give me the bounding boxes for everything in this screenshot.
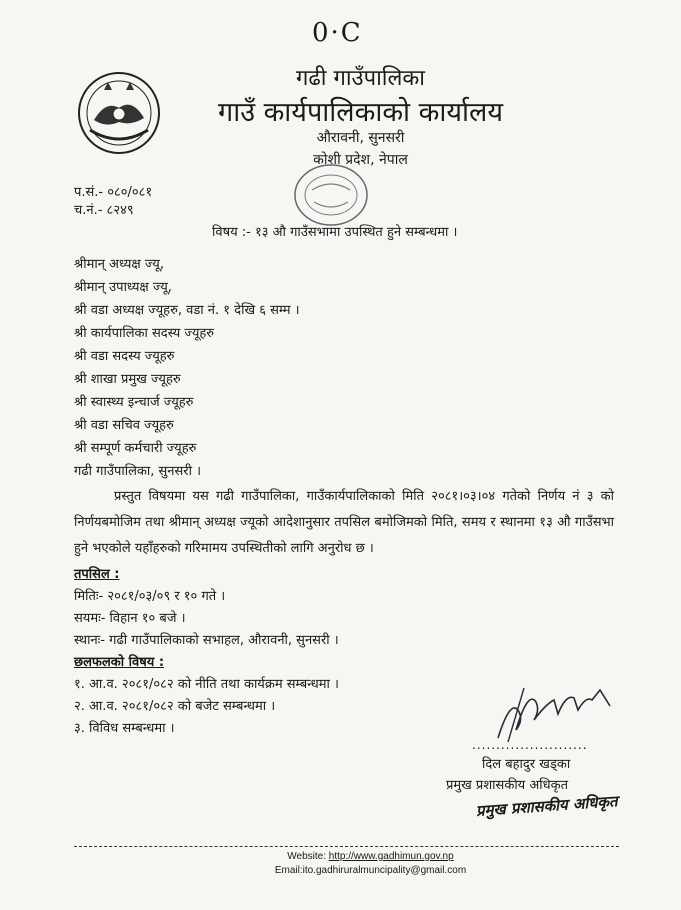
dispatch-number: च.नं.- ८२४९ [74, 203, 134, 218]
office-stamp-icon [290, 160, 372, 230]
address-line-2: कोशी प्रदेश, नेपाल [313, 152, 408, 168]
meeting-venue: स्थानः- गढी गाउँपालिकाको सभाहल, औरावनी, सुनसरी । [74, 633, 339, 648]
addressee: श्रीमान् अध्यक्ष ज्यू, [74, 257, 164, 272]
subject-line: विषय :- १३ औ गाउँसभामा उपस्थित हुने सम्बन्धमा । [212, 225, 458, 240]
agenda-item: १. आ.व. २०८१/०८२ को नीति तथा कार्यक्रम सम्बन्धमा । [74, 677, 339, 692]
signatory-name: दिल बहादुर खड्का [482, 757, 571, 772]
addressee: श्रीमान् उपाध्यक्ष ज्यू, [74, 280, 172, 295]
reference-number: प.सं.- ०८०/०८१ [74, 185, 153, 200]
handwritten-mark: 0·C [312, 18, 363, 48]
org-name: गढी गाउँपालिका [295, 66, 425, 91]
agenda-heading: छलफलको विषय : [74, 655, 165, 670]
addressee: श्री स्वास्थ्य इन्चार्ज ज्यूहरु [74, 395, 194, 410]
body-paragraph: प्रस्तुत विषयमा यस गढी गाउँपालिका, गाउँकार्यपालिकाको मिति २०८१।०३।०४ गतेको निर्णय नं ३ को निर्णयबमोजिम तथा श्रीमान् अध्यक्ष ज्यूको आदेशानुसार तपसिल बमोजिमको मिति, समय र स्थानमा १३ औ गाउँसभा हुने भएकोले यहाँहरुको गरिमामय उपस्थितीको लागि अनुरोध छ । [74, 489, 614, 556]
addressee: श्री वडा सदस्य ज्यूहरु [74, 349, 175, 364]
designation-stamp: प्रमुख प्रशासकीय अधिकृत [475, 792, 619, 820]
addressee: श्री सम्पूर्ण कर्मचारी ज्यूहरु [74, 441, 197, 456]
meeting-time: सयमः- विहान १० बजे । [74, 611, 186, 626]
website-link[interactable]: http://www.gadhimun.gov.np [328, 851, 454, 862]
addressee: गढी गाउँपालिका, सुनसरी । [74, 464, 202, 479]
addressee: श्री कार्यपालिका सदस्य ज्यूहरु [74, 326, 215, 341]
footer-divider [74, 846, 619, 847]
tapasil-heading: तपसिल : [74, 567, 120, 582]
office-title: गाउँ कार्यपालिकाको कार्यालय [218, 97, 503, 128]
signatory-title: प्रमुख प्रशासकीय अधिकृत [446, 778, 569, 793]
addressee: श्री शाखा प्रमुख ज्यूहरु [74, 372, 181, 387]
website-label: Website: [287, 851, 329, 862]
agenda-item: ३. विविध सम्बन्धमा । [74, 721, 175, 736]
footer-email[interactable]: Email:ito.gadhiruralmuncipality@gmail.com [274, 865, 467, 876]
footer-website [0, 851, 681, 862]
handwritten-signature-icon [488, 680, 618, 744]
addressee: श्री वडा अध्यक्ष ज्यूहरु, वडा नं. १ देखि ६ सम्म । [74, 303, 300, 318]
meeting-date: मितिः- २०८१/०३/०९ र १० गते । [74, 589, 226, 604]
addressee: श्री वडा सचिव ज्यूहरु [74, 418, 174, 433]
address-line-1: औरावनी, सुनसरी [316, 130, 405, 146]
agenda-item: २. आ.व. २०८१/०८२ को बजेट सम्बन्धमा । [74, 699, 276, 714]
signature-line: ........................ [472, 738, 588, 752]
